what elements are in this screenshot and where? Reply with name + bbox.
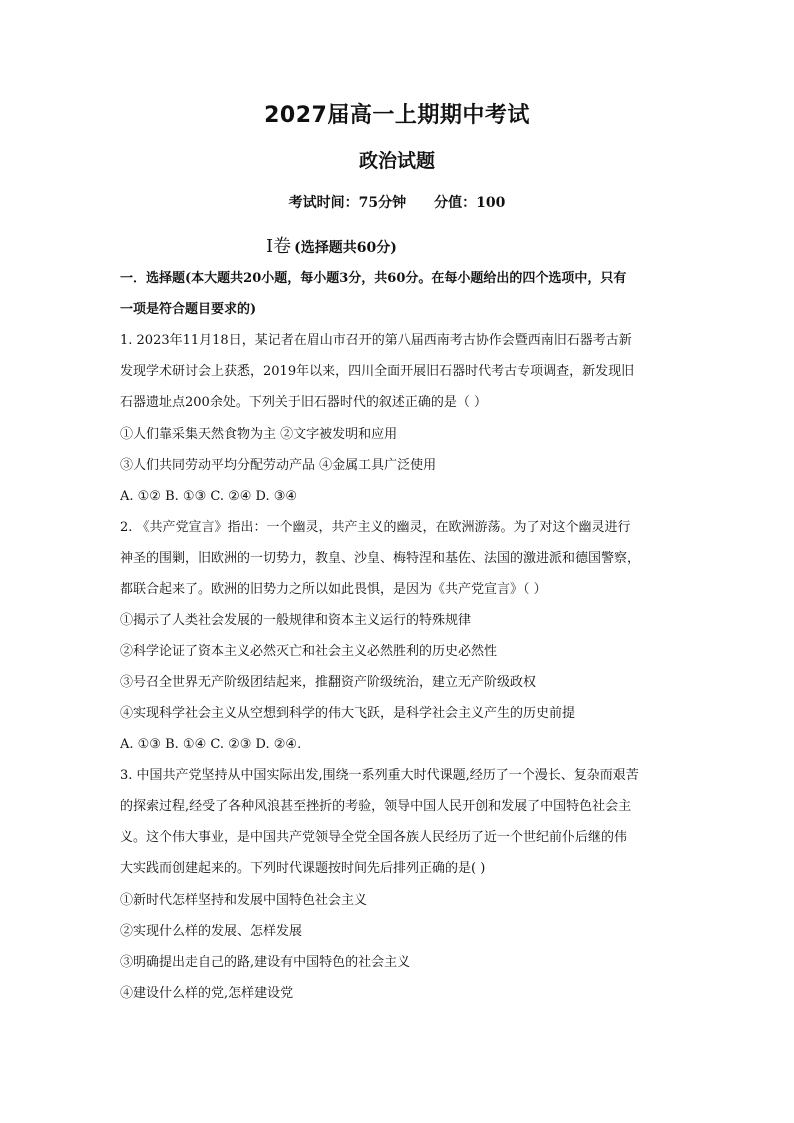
question-1-option: ①人们靠采集天然食物为主 ②文字被发明和应用 bbox=[120, 427, 398, 442]
question-3-stem: 3. 中国共产党坚持从中国实际出发,围绕一系列重大时代课题,经历了一个漫长、复杂而艰苦 bbox=[120, 768, 639, 783]
question-2-option: ①揭示了人类社会发展的一般规律和资本主义运行的特殊规律 bbox=[120, 613, 472, 628]
question-2-option: ②科学论证了资本主义必然灭亡和社会主义必然胜利的历史必然性 bbox=[120, 644, 498, 659]
question-1-option: ③人们共同劳动平均分配劳动产品 ④金属工具广泛使用 bbox=[120, 458, 437, 473]
section-label: (选择题共60分) bbox=[294, 240, 397, 256]
exam-subtitle: 政治试题 bbox=[358, 150, 435, 172]
question-2-stem: 2. 《共产党宣言》指出：一个幽灵，共产主义的幽灵，在欧洲游荡。为了对这个幽灵进行 bbox=[120, 520, 631, 535]
question-3-stem: 义。这个伟大事业，是中国共产党领导全党全国各族人民经历了近一个世纪前仆后继的伟 bbox=[120, 830, 628, 845]
question-3-stem: 的探索过程,经受了各种风浪甚至挫折的考验，领导中国人民开创和发展了中国特色社会主 bbox=[120, 799, 632, 814]
question-2-stem: 都联合起来了。欧洲的旧势力之所以如此畏惧，是因为《共产党宣言》（ ） bbox=[120, 582, 547, 597]
section-heading bbox=[266, 232, 397, 258]
instruction-line: 一．选择题(本大题共20小题，每小题3分，共60分。在每小题给出的四个选项中，只有 bbox=[120, 271, 627, 286]
exam-title: 2027届高一上期期中考试 bbox=[264, 103, 530, 128]
question-2-option: ④实现科学社会主义从空想到科学的伟大飞跃，是科学社会主义产生的历史前提 bbox=[120, 706, 576, 721]
question-1-answers: A. ①② B. ①③ C. ②④ D. ③④ bbox=[120, 489, 298, 504]
question-1-stem: 1. 2023年11月18日，某记者在眉山市召开的第八届西南考古协作会暨西南旧石器考古新 bbox=[120, 333, 632, 348]
question-1-stem: 石器遗址点200余处。下列关于旧石器时代的叙述正确的是（ ） bbox=[120, 395, 487, 410]
section-numeral: Ⅰ卷 bbox=[266, 236, 292, 257]
instruction-line: 一项是符合题目要求的) bbox=[120, 302, 257, 317]
exam-meta bbox=[0, 192, 794, 212]
question-3-stem: 大实践而创建起来的。下列时代课题按时间先后排列正确的是( ) bbox=[120, 861, 486, 876]
question-1-stem: 发现学术研讨会上获悉，2019年以来，四川全面开展旧石器时代考古专项调查，新发现旧 bbox=[120, 364, 635, 379]
question-2-stem: 神圣的围剿，旧欧洲的一切势力，教皇、沙皇、梅特涅和基佐、法国的激进派和德国警察， bbox=[120, 551, 641, 566]
question-2-answers: A. ①③ B. ①④ C. ②③ D. ②④. bbox=[120, 737, 302, 752]
question-2-option: ③号召全世界无产阶级团结起来，推翻资产阶级统治，建立无产阶级政权 bbox=[120, 675, 537, 690]
question-3-option: ③明确提出走自己的路,建设有中国特色的社会主义 bbox=[120, 955, 411, 970]
exam-score: 分值：100 bbox=[434, 195, 506, 211]
question-3-option: ④建设什么样的党,怎样建设党 bbox=[120, 986, 294, 1001]
question-3-option: ②实现什么样的发展、怎样发展 bbox=[120, 924, 303, 939]
question-3-option: ①新时代怎样坚持和发展中国特色社会主义 bbox=[120, 893, 368, 908]
exam-time: 考试时间：75分钟 bbox=[288, 195, 407, 211]
